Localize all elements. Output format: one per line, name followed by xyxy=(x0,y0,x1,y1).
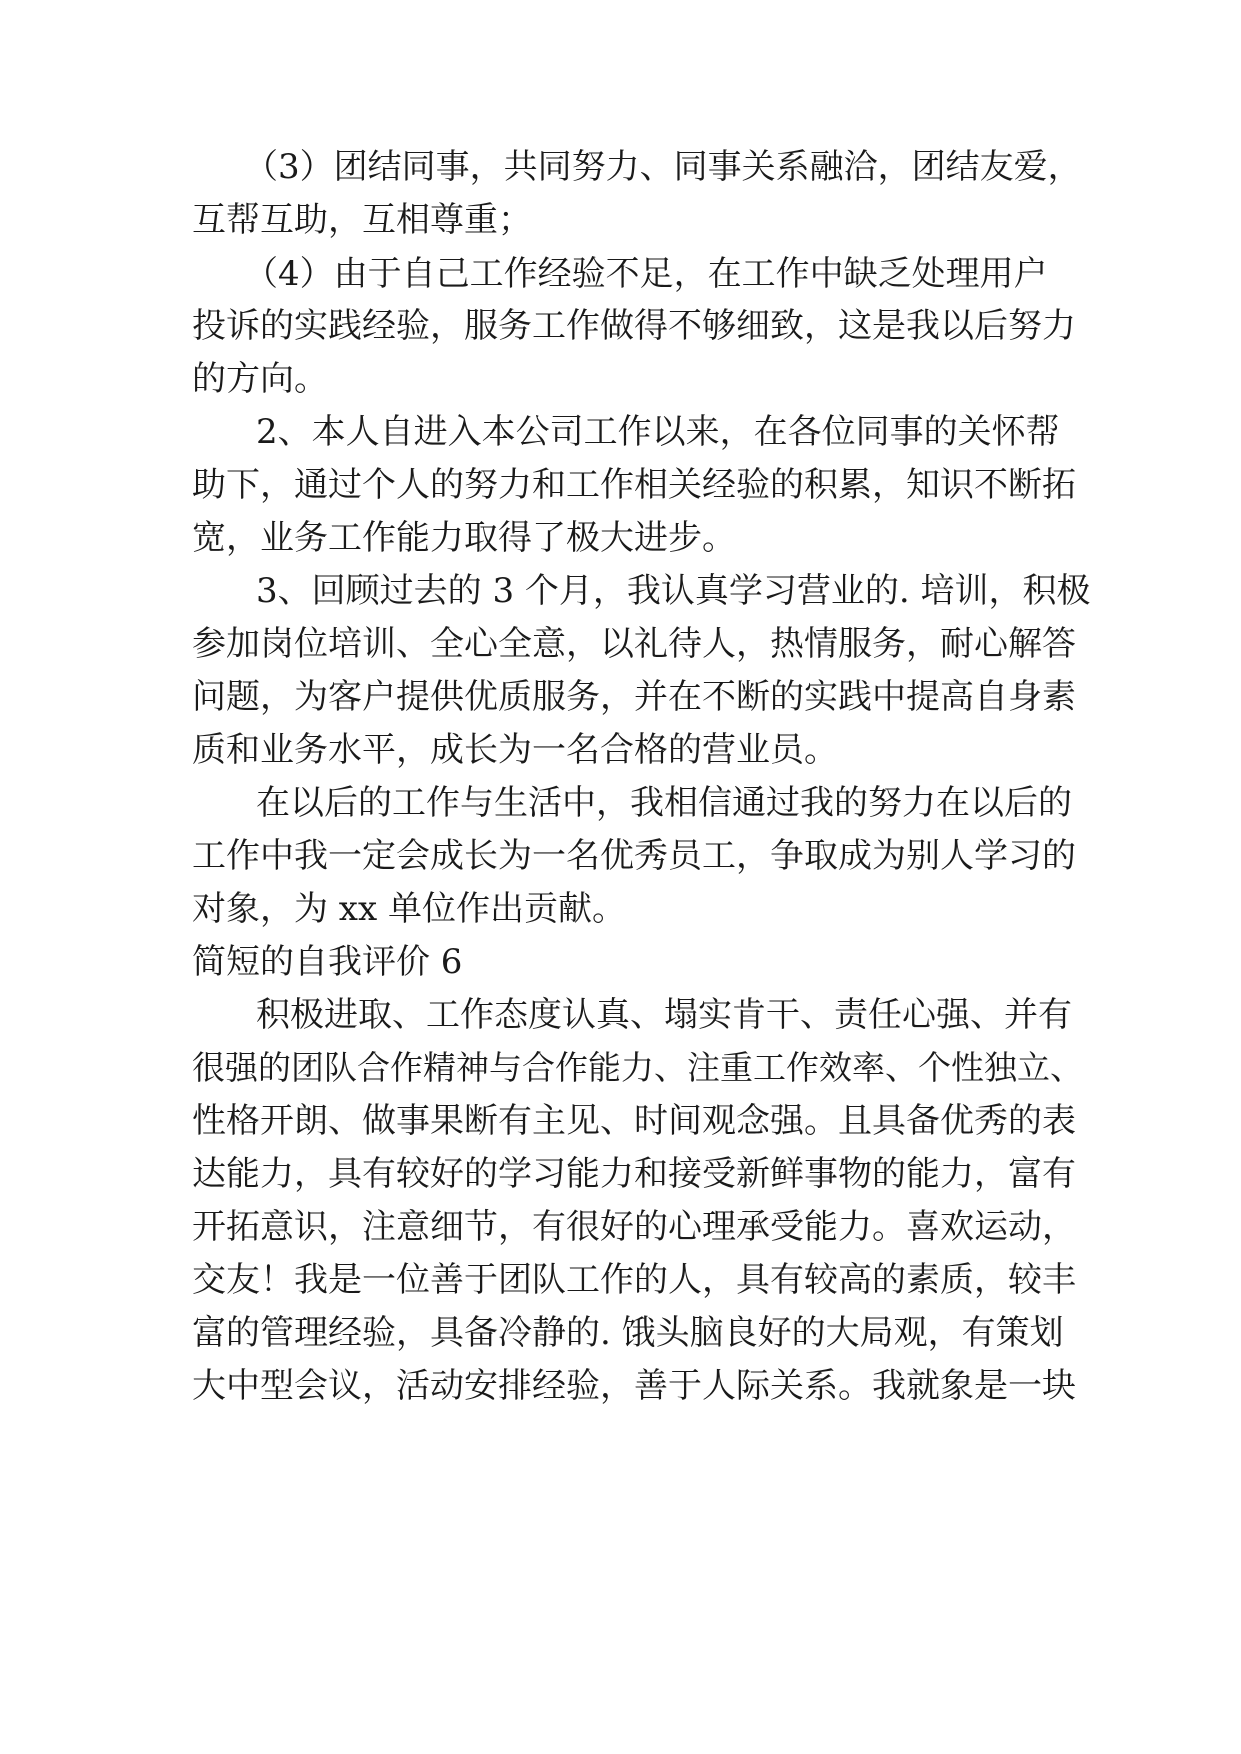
text-line: 3、回顾过去的 3 个月，我认真学习营业的. 培训，积极 xyxy=(256,571,1091,611)
text-line: （3）团结同事，共同努力、同事关系融洽，团结友爱， xyxy=(244,147,1082,187)
text-line: 问题，为客户提供优质服务，并在不断的实践中提高自身素 xyxy=(192,677,1076,717)
text-line: 2、本人自进入本公司工作以来，在各位同事的关怀帮 xyxy=(256,412,1060,452)
text-line: 性格开朗、做事果断有主见、时间观念强。且具备优秀的表 xyxy=(192,1101,1076,1141)
text-line: 投诉的实践经验，服务工作做得不够细致，这是我以后努力 xyxy=(192,306,1076,346)
text-line: 宽，业务工作能力取得了极大进步。 xyxy=(192,518,736,558)
text-line: 大中型会议，活动安排经验，善于人际关系。我就象是一块 xyxy=(192,1366,1076,1406)
text-line: 参加岗位培训、全心全意，以礼待人，热情服务，耐心解答 xyxy=(192,624,1076,664)
text-line: 质和业务水平，成长为一名合格的营业员。 xyxy=(192,730,838,770)
section-heading: 简短的自我评价 6 xyxy=(192,942,463,982)
text-line: 交友！我是一位善于团队工作的人，具有较高的素质，较丰 xyxy=(192,1260,1076,1300)
text-line: 富的管理经验，具备冷静的. 饿头脑良好的大局观，有策划 xyxy=(192,1313,1064,1353)
text-line: 工作中我一定会成长为一名优秀员工，争取成为别人学习的 xyxy=(192,836,1076,876)
text-line: （4）由于自己工作经验不足，在工作中缺乏处理用户 xyxy=(244,254,1048,294)
text-line: 的方向。 xyxy=(192,359,328,399)
text-line: 开拓意识，注意细节，有很好的心理承受能力。喜欢运动， xyxy=(192,1207,1076,1247)
text-line: 助下，通过个人的努力和工作相关经验的积累，知识不断拓 xyxy=(192,465,1076,505)
text-line: 很强的团队合作精神与合作能力、注重工作效率、个性独立、 xyxy=(192,1048,1083,1087)
text-line: 互帮互助，互相尊重； xyxy=(192,200,532,240)
text-line: 积极进取、工作态度认真、塌实肯干、责任心强、并有 xyxy=(256,995,1072,1035)
text-line: 对象，为 xx 单位作出贡献。 xyxy=(192,889,626,929)
text-line: 在以后的工作与生活中，我相信通过我的努力在以后的 xyxy=(256,783,1072,823)
text-line: 达能力，具有较好的学习能力和接受新鲜事物的能力，富有 xyxy=(192,1154,1076,1194)
